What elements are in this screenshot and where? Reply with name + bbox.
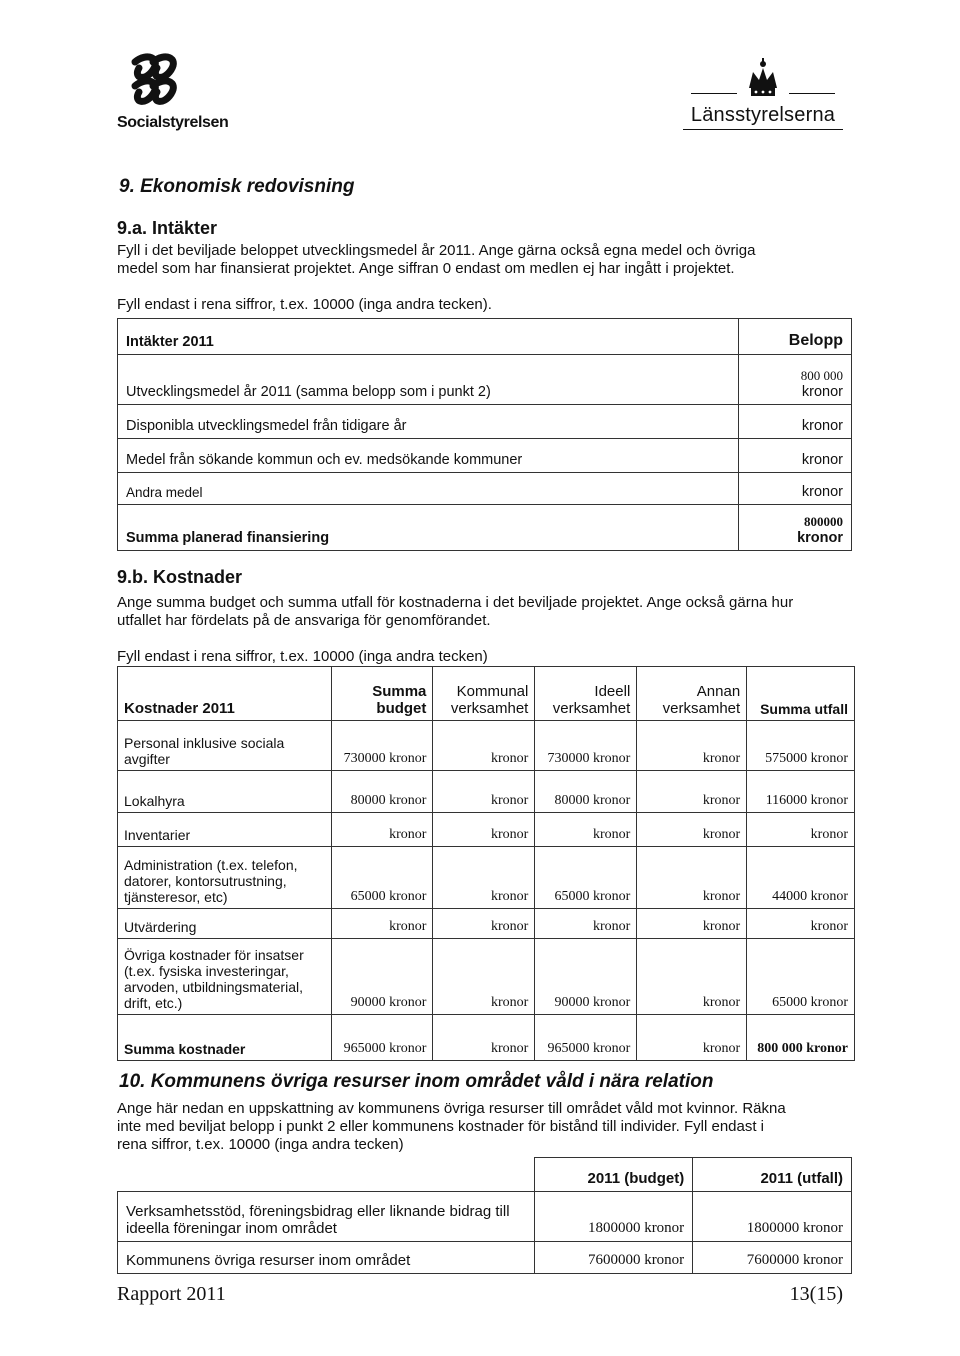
costs-cell[interactable]: 80000 kronor: [535, 771, 637, 813]
section-9b-instruction: Fyll endast i rena siffror, t.ex. 10000 (inga andra tecken): [117, 648, 488, 665]
costs-total-label: Summa kostnader: [118, 1015, 332, 1061]
costs-row-label: Övriga kostnader för insatser (t.ex. fysiska investeringar, arvoden, utbildningsmaterial, drift, etc.): [118, 939, 332, 1015]
costs-cell[interactable]: kronor: [747, 813, 855, 847]
costs-cell[interactable]: 65000 kronor: [331, 847, 433, 909]
costs-cell[interactable]: 116000 kronor: [747, 771, 855, 813]
section-9a-intro-line: Fyll i det beviljade beloppet utvecklingsmedel år 2011. Ange gärna också egna medel och övriga: [117, 242, 756, 259]
costs-cell[interactable]: kronor: [637, 909, 747, 939]
costs-header-cell: Summa utfall: [747, 667, 855, 721]
income-row-unit: kronor: [801, 384, 843, 400]
costs-cell[interactable]: kronor: [433, 909, 535, 939]
costs-cell[interactable]: kronor: [433, 721, 535, 771]
costs-row-label: Utvärdering: [118, 909, 332, 939]
income-total-value: 800000: [804, 514, 843, 529]
section-9a-intro: [117, 242, 857, 278]
costs-cell[interactable]: kronor: [433, 847, 535, 909]
costs-cell[interactable]: kronor: [433, 813, 535, 847]
table-row: [118, 473, 852, 505]
costs-table: [117, 666, 855, 1061]
income-row-amount[interactable]: [739, 355, 852, 405]
costs-row-label: Administration (t.ex. telefon, datorer, kontorsutrustning, tjänsteresor, etc): [118, 847, 332, 909]
costs-cell[interactable]: kronor: [637, 771, 747, 813]
income-header-label: Intäkter 2011: [118, 319, 739, 355]
resources-cell[interactable]: 7600000 kronor: [693, 1242, 852, 1274]
table-row: [118, 505, 852, 551]
table-row: [118, 939, 855, 1015]
resources-header-budget: 2011 (budget): [535, 1158, 693, 1192]
footer-report-title: Rapport 2011: [117, 1283, 226, 1305]
costs-cell[interactable]: 65000 kronor: [535, 847, 637, 909]
table-row: [118, 813, 855, 847]
income-row-unit: kronor: [801, 484, 843, 500]
costs-cell[interactable]: 730000 kronor: [331, 721, 433, 771]
section-9a-instruction: Fyll endast i rena siffror, t.ex. 10000 (inga andra tecken).: [117, 296, 492, 313]
income-row-unit: kronor: [801, 418, 843, 434]
costs-header-cell: Ideell verksamhet: [535, 667, 637, 721]
socialstyrelsen-logo-text: Socialstyrelsen: [117, 114, 229, 131]
costs-cell[interactable]: kronor: [747, 909, 855, 939]
lansstyrelserna-logo: [683, 58, 843, 130]
costs-total-cell[interactable]: 800 000 kronor: [747, 1015, 855, 1061]
income-total-label: Summa planerad finansiering: [118, 505, 739, 551]
costs-cell[interactable]: 575000 kronor: [747, 721, 855, 771]
costs-header-cell: Annan verksamhet: [637, 667, 747, 721]
costs-cell[interactable]: kronor: [637, 813, 747, 847]
costs-row-label: Personal inklusive sociala avgifter: [118, 721, 332, 771]
resources-table: [117, 1157, 852, 1274]
resources-row-label: Verksamhetsstöd, föreningsbidrag eller liknande bidrag till ideella föreningar inom området: [118, 1192, 535, 1242]
costs-cell[interactable]: kronor: [535, 813, 637, 847]
socialstyrelsen-emblem-icon: [117, 50, 187, 110]
resources-row-label: Kommunens övriga resurser inom området: [118, 1242, 535, 1274]
section-10-intro: [117, 1100, 857, 1154]
income-row-amount[interactable]: [739, 439, 852, 473]
table-row: [118, 909, 855, 939]
section-9b-intro: [117, 594, 857, 630]
costs-cell[interactable]: kronor: [637, 721, 747, 771]
income-total-unit: kronor: [797, 530, 843, 546]
section-10-intro-line: rena siffror, t.ex. 10000 (inga andra tecken): [117, 1136, 404, 1153]
income-row-label: Utvecklingsmedel år 2011 (samma belopp som i punkt 2): [118, 355, 739, 405]
table-row: [118, 771, 855, 813]
crown-icon: [743, 58, 783, 100]
income-total-amount[interactable]: [739, 505, 852, 551]
costs-cell[interactable]: 90000 kronor: [331, 939, 433, 1015]
costs-cell[interactable]: kronor: [331, 813, 433, 847]
income-row-label: Andra medel: [118, 473, 739, 505]
table-row: [118, 439, 852, 473]
table-row: [118, 1192, 852, 1242]
resources-cell[interactable]: 7600000 kronor: [535, 1242, 693, 1274]
costs-cell[interactable]: 730000 kronor: [535, 721, 637, 771]
costs-cell[interactable]: kronor: [535, 909, 637, 939]
section-9b-intro-line: Ange summa budget och summa utfall för kostnaderna i det beviljade projektet. Ange också gärna hur: [117, 594, 794, 611]
socialstyrelsen-logo: [117, 50, 247, 132]
section-9a-title: 9.a. Intäkter: [117, 218, 218, 238]
lansstyrelserna-logo-text: Länsstyrelserna: [690, 104, 836, 126]
income-row-label: Disponibla utvecklingsmedel från tidigare år: [118, 405, 739, 439]
section-9b-title: 9.b. Kostnader: [117, 567, 243, 587]
section-9-title: 9. Ekonomisk redovisning: [119, 176, 355, 197]
resources-header-empty: [118, 1158, 535, 1192]
costs-cell[interactable]: 65000 kronor: [747, 939, 855, 1015]
income-row-value: 800 000: [800, 368, 843, 383]
footer-page-number: 13(15): [789, 1283, 843, 1305]
section-10-intro-line: Ange här nedan en uppskattning av kommunens övriga resurser till området våld mot kvinnor. Räkna: [117, 1100, 786, 1117]
costs-cell[interactable]: kronor: [637, 1015, 747, 1061]
table-row: [118, 355, 852, 405]
table-row: [118, 1015, 855, 1061]
costs-cell[interactable]: 965000 kronor: [331, 1015, 433, 1061]
costs-cell[interactable]: 90000 kronor: [535, 939, 637, 1015]
table-header-row: [118, 667, 855, 721]
costs-cell[interactable]: kronor: [637, 847, 747, 909]
table-header-row: [118, 319, 852, 355]
table-row: [118, 1242, 852, 1274]
costs-header-cell: Summa budget: [331, 667, 433, 721]
resources-cell[interactable]: 1800000 kronor: [535, 1192, 693, 1242]
table-header-row: [118, 1158, 852, 1192]
section-10-intro-line: inte med beviljat belopp i punkt 2 eller kommunens kostnader för bistånd till individer. Fyll endast i: [117, 1118, 765, 1135]
section-9a-intro-line: medel som har finansierat projektet. Ange siffran 0 endast om medlen ej har ingått i projektet.: [117, 260, 735, 277]
costs-row-label: Lokalhyra: [118, 771, 332, 813]
income-row-amount[interactable]: [739, 405, 852, 439]
costs-row-label: Inventarier: [118, 813, 332, 847]
costs-header-cell: Kommunal verksamhet: [433, 667, 535, 721]
resources-cell[interactable]: 1800000 kronor: [693, 1192, 852, 1242]
costs-cell[interactable]: kronor: [637, 939, 747, 1015]
income-row-unit: kronor: [801, 452, 843, 468]
costs-cell[interactable]: kronor: [433, 771, 535, 813]
income-header-amount: Belopp: [739, 319, 852, 355]
resources-header-outcome: 2011 (utfall): [693, 1158, 852, 1192]
income-row-label: Medel från sökande kommun och ev. medsökande kommuner: [118, 439, 739, 473]
costs-cell[interactable]: 965000 kronor: [535, 1015, 637, 1061]
income-table: [117, 318, 852, 551]
costs-header-cell: Kostnader 2011: [118, 667, 332, 721]
table-row: [118, 721, 855, 771]
costs-cell[interactable]: kronor: [331, 909, 433, 939]
table-row: [118, 405, 852, 439]
costs-cell[interactable]: 44000 kronor: [747, 847, 855, 909]
section-9b-intro-line: utfallet har fördelats på de ansvariga för genomförandet.: [117, 612, 491, 629]
costs-cell[interactable]: 80000 kronor: [331, 771, 433, 813]
table-row: [118, 847, 855, 909]
costs-cell[interactable]: kronor: [433, 1015, 535, 1061]
income-row-amount[interactable]: [739, 473, 852, 505]
costs-cell[interactable]: kronor: [433, 939, 535, 1015]
section-10-title: 10. Kommunens övriga resurser inom området våld i nära relation: [119, 1071, 714, 1092]
